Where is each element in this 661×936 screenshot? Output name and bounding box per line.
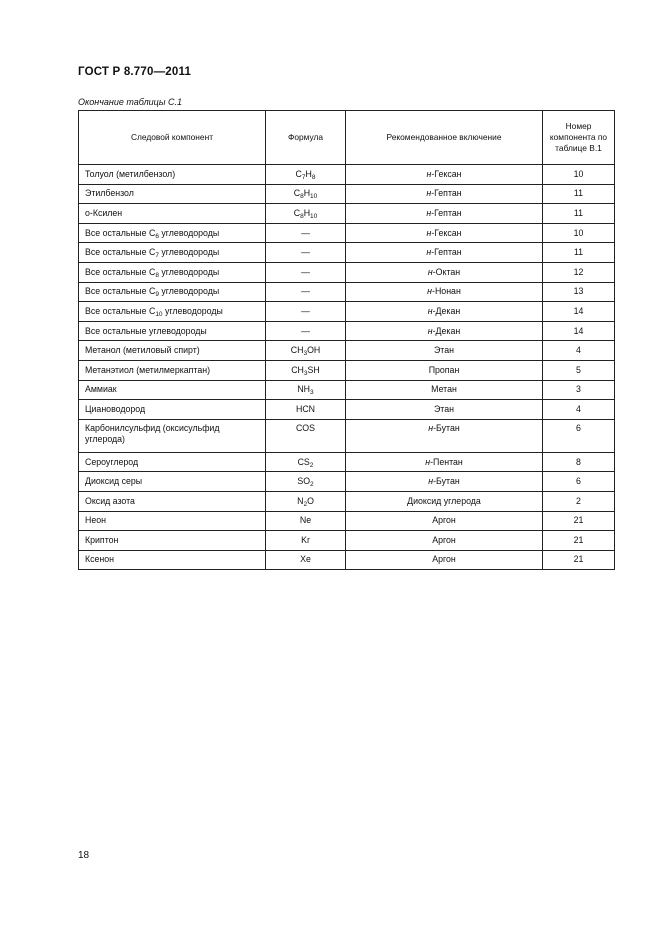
inclusion-cell: н-Октан bbox=[346, 262, 543, 282]
number-cell: 2 bbox=[543, 491, 615, 511]
component-cell: Неон bbox=[79, 511, 266, 531]
inclusion-cell: н-Гептан bbox=[346, 204, 543, 224]
number-cell: 5 bbox=[543, 360, 615, 380]
table-row bbox=[79, 452, 615, 472]
table-row bbox=[79, 550, 615, 570]
inclusion-cell: Аргон bbox=[346, 550, 543, 570]
formula-cell: — bbox=[266, 282, 346, 302]
component-cell: Диоксид серы bbox=[79, 472, 266, 492]
table-row bbox=[79, 419, 615, 452]
formula-cell: $CS_2$ bbox=[266, 452, 346, 472]
table-row bbox=[79, 204, 615, 224]
number-cell: 14 bbox=[543, 321, 615, 341]
inclusion-cell: н-Бутан bbox=[346, 419, 543, 452]
formula-cell: Xe bbox=[266, 550, 346, 570]
inclusion-cell: Этан bbox=[346, 341, 543, 361]
table-row bbox=[79, 380, 615, 400]
formula-cell: — bbox=[266, 302, 346, 322]
inclusion-cell: н-Пентан bbox=[346, 452, 543, 472]
number-cell: 11 bbox=[543, 184, 615, 204]
table-row bbox=[79, 282, 615, 302]
number-cell: 10 bbox=[543, 223, 615, 243]
number-cell: 8 bbox=[543, 452, 615, 472]
table-row bbox=[79, 302, 615, 322]
number-cell: 13 bbox=[543, 282, 615, 302]
column-header-formula: Формула bbox=[266, 111, 346, 165]
formula-cell: COS bbox=[266, 419, 346, 452]
component-cell: Оксид азота bbox=[79, 491, 266, 511]
table-row bbox=[79, 243, 615, 263]
formula-cell: $C_8H_{10}$ bbox=[266, 184, 346, 204]
inclusion-cell: Аргон bbox=[346, 531, 543, 551]
table-row bbox=[79, 491, 615, 511]
component-cell: Циановодород bbox=[79, 400, 266, 420]
inclusion-cell: н-Бутан bbox=[346, 472, 543, 492]
column-header-inclusion: Рекомендованное включение bbox=[346, 111, 543, 165]
component-cell: Ксенон bbox=[79, 550, 266, 570]
inclusion-cell: Аргон bbox=[346, 511, 543, 531]
number-cell: 21 bbox=[543, 511, 615, 531]
inclusion-cell: Диоксид углерода bbox=[346, 491, 543, 511]
table-row bbox=[79, 321, 615, 341]
component-cell: Все остальные $C_7$ углеводороды bbox=[79, 243, 266, 263]
page-number: 18 bbox=[78, 850, 90, 861]
inclusion-cell: Этан bbox=[346, 400, 543, 420]
number-cell: 11 bbox=[543, 204, 615, 224]
formula-cell: — bbox=[266, 243, 346, 263]
inclusion-cell: Метан bbox=[346, 380, 543, 400]
table-row bbox=[79, 341, 615, 361]
component-cell: о-Ксилен bbox=[79, 204, 266, 224]
number-cell: 4 bbox=[543, 400, 615, 420]
number-cell: 3 bbox=[543, 380, 615, 400]
inclusion-cell: Пропан bbox=[346, 360, 543, 380]
component-cell: Метанол (метиловый спирт) bbox=[79, 341, 266, 361]
inclusion-cell: н-Гексан bbox=[346, 223, 543, 243]
component-cell: Метанэтиол (метилмеркаптан) bbox=[79, 360, 266, 380]
component-cell: Криптон bbox=[79, 531, 266, 551]
inclusion-cell: н-Декан bbox=[346, 321, 543, 341]
number-cell: 4 bbox=[543, 341, 615, 361]
component-cell: Все остальные $C_{10}$ углеводороды bbox=[79, 302, 266, 322]
inclusion-cell: н-Гексан bbox=[346, 165, 543, 185]
formula-cell: — bbox=[266, 262, 346, 282]
inclusion-cell: н-Гептан bbox=[346, 184, 543, 204]
table-caption: Окончание таблицы С.1 bbox=[78, 97, 182, 107]
table-row bbox=[79, 262, 615, 282]
component-cell: Этилбензол bbox=[79, 184, 266, 204]
number-cell: 6 bbox=[543, 419, 615, 452]
table-row bbox=[79, 531, 615, 551]
formula-cell: — bbox=[266, 223, 346, 243]
formula-cell: $C_7H_8$ bbox=[266, 165, 346, 185]
table-row bbox=[79, 472, 615, 492]
component-cell: Все остальные углеводороды bbox=[79, 321, 266, 341]
column-header-number: Номер компонента по таблице В.1 bbox=[543, 111, 615, 165]
formula-cell: $SO_2$ bbox=[266, 472, 346, 492]
number-cell: 21 bbox=[543, 531, 615, 551]
formula-cell: $CH_3OH$ bbox=[266, 341, 346, 361]
number-cell: 21 bbox=[543, 550, 615, 570]
formula-cell: $N_2O$ bbox=[266, 491, 346, 511]
formula-cell: $C_8H_{10}$ bbox=[266, 204, 346, 224]
inclusion-cell: н-Нонан bbox=[346, 282, 543, 302]
formula-cell: $NH_3$ bbox=[266, 380, 346, 400]
number-cell: 6 bbox=[543, 472, 615, 492]
formula-cell: Ne bbox=[266, 511, 346, 531]
formula-cell: — bbox=[266, 321, 346, 341]
table-row bbox=[79, 511, 615, 531]
number-cell: 14 bbox=[543, 302, 615, 322]
component-cell: Все остальные $C_8$ углеводороды bbox=[79, 262, 266, 282]
component-cell: Все остальные $C_9$ углеводороды bbox=[79, 282, 266, 302]
number-cell: 11 bbox=[543, 243, 615, 263]
inclusion-cell: н-Гептан bbox=[346, 243, 543, 263]
component-cell: Толуол (метилбензол) bbox=[79, 165, 266, 185]
table-row bbox=[79, 223, 615, 243]
number-cell: 12 bbox=[543, 262, 615, 282]
trace-components-table bbox=[78, 110, 615, 570]
component-cell: Все остальные $C_6$ углеводороды bbox=[79, 223, 266, 243]
component-cell: Аммиак bbox=[79, 380, 266, 400]
table-row bbox=[79, 165, 615, 185]
table-row bbox=[79, 184, 615, 204]
table-row bbox=[79, 360, 615, 380]
formula-cell: $CH_3SH$ bbox=[266, 360, 346, 380]
number-cell: 10 bbox=[543, 165, 615, 185]
formula-cell: Kr bbox=[266, 531, 346, 551]
document-header: ГОСТ Р 8.770—2011 bbox=[78, 66, 192, 78]
formula-cell: HCN bbox=[266, 400, 346, 420]
component-cell: Карбонилсульфид (оксисульфид углерода) bbox=[79, 419, 266, 452]
table-header-row bbox=[79, 111, 615, 165]
component-cell: Сероуглерод bbox=[79, 452, 266, 472]
inclusion-cell: н-Декан bbox=[346, 302, 543, 322]
table-row bbox=[79, 400, 615, 420]
table-body bbox=[79, 165, 615, 570]
column-header-component: Следовой компонент bbox=[79, 111, 266, 165]
